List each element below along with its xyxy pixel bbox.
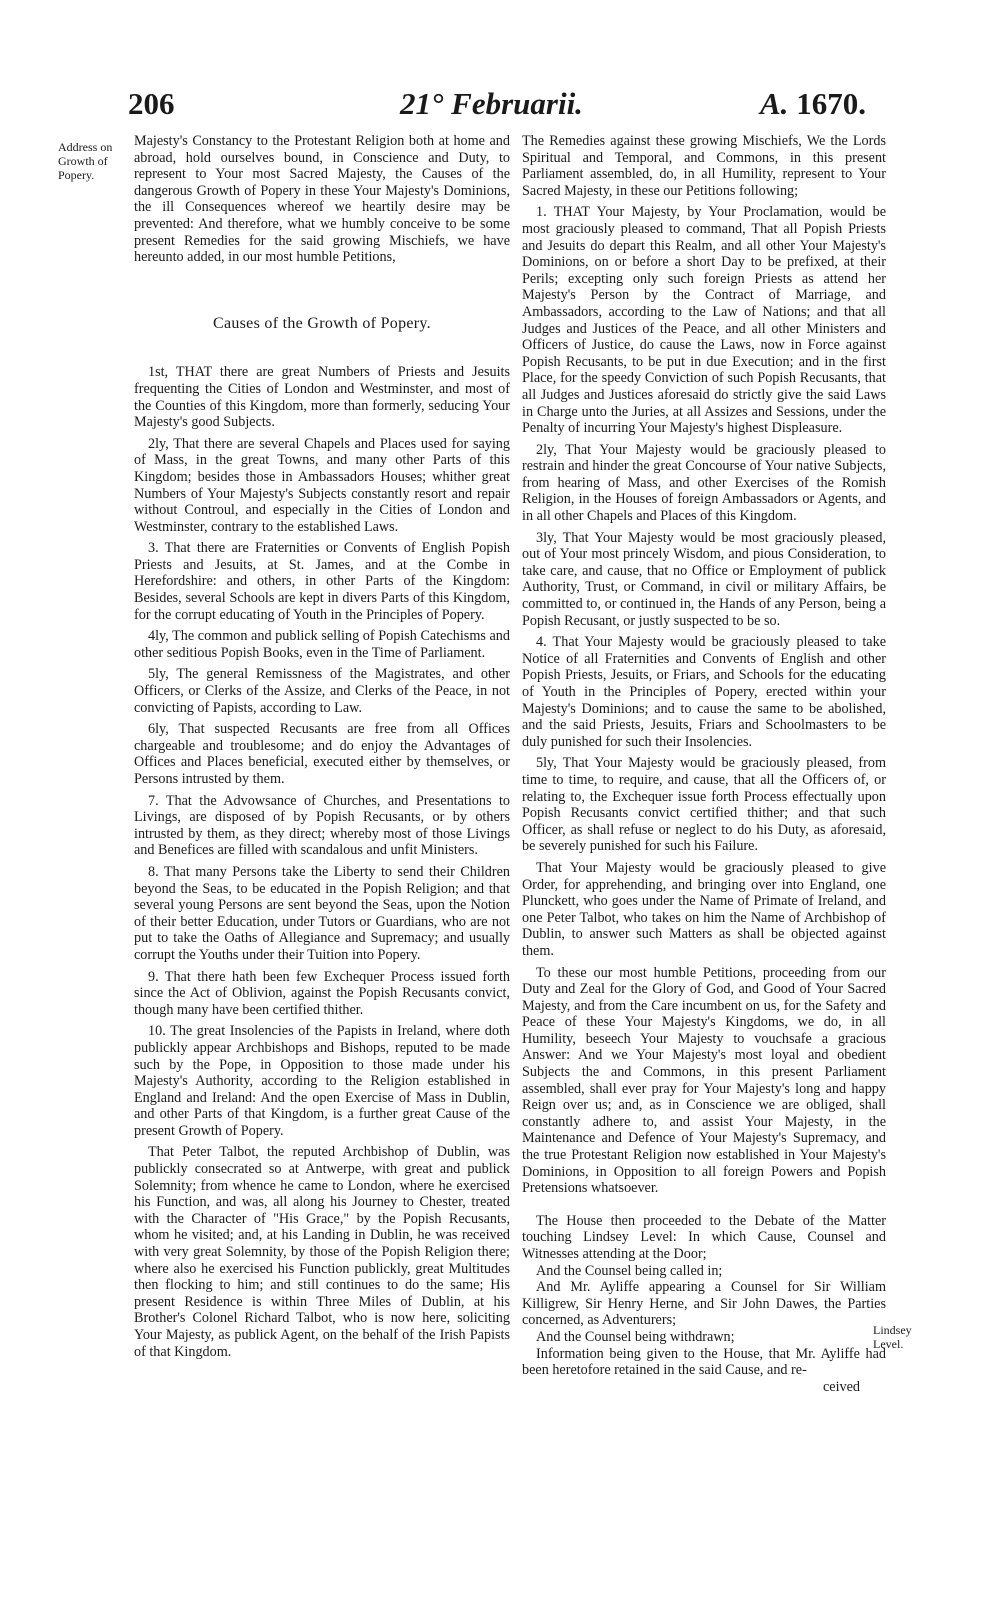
cause-paragraph: 5ly, The general Remissness of the Magistrates, and other Officers, or Clerks of the Assize, and Clerks of the Peace, in not convicting of Papists, according to Law. xyxy=(134,666,510,716)
margin-note-line: Growth of xyxy=(58,154,108,168)
cause-paragraph: 3. That there are Fraternities or Convents of English Popish Priests and Jesuits, at St. James, and at the Combe in Herefordshire: and others, in other Parts of the Kingdom: Besides, several Schools are kept in divers Parts of this Kingdom, for the corrupt educating of Youth in the Principles of Popery. xyxy=(134,540,510,623)
remedy-paragraph: That Your Majesty would be graciously pleased to give Order, for apprehending, and bringing over into England, one Plunckett, who goes under the Name of Primate of Ireland, and one Peter Talbot, who takes on him the Name of Archbishop of Dublin, to answer such Matters as shall be objected against them. xyxy=(522,859,886,959)
proceedings-paragraph: And Mr. Ayliffe appearing a Counsel for Sir William Killigrew, Sir Henry Herne, and Sir John Dawes, the Parties concerned, as Adventurers; xyxy=(522,1279,886,1329)
margin-note-line: Address on xyxy=(58,140,113,154)
margin-note-address xyxy=(58,140,128,182)
cause-paragraph: 9. That there hath been few Exchequer Process issued forth since the Act of Oblivion, against the Popish Recusants convict, though many have been certified thither. xyxy=(134,968,510,1018)
cause-paragraph: 7. That the Advowsance of Churches, and Presentations to Livings, are disposed of by Popish Recusants, or by others intrusted by them, as they direct; whereby most of those Livings and Benefices are filled with scandalous and unfit Ministers. xyxy=(134,792,510,859)
page-number: 206 xyxy=(128,86,175,121)
year-prefix: A. xyxy=(760,86,789,121)
remedy-paragraph: 3ly, That Your Majesty would be most graciously pleased, out of Your most princely Wisdom, and pious Consideration, to take care, and cause, that no Office or Employment of publick Authority, Trust, or Command, in civil or military Affairs, be committed to, or continued in, the Hands of any Person, being a Popish Recusant, or justly suspected to be so. xyxy=(522,529,886,629)
page-date-heading: 21° Februarii. xyxy=(400,86,583,121)
proceedings-paragraph: The House then proceeded to the Debate of the Matter touching Lindsey Level: In which Cause, Counsel and Witnesses attending at the Door; xyxy=(522,1212,886,1262)
proceedings-paragraph: And the Counsel being called in; xyxy=(536,1262,723,1279)
margin-note-line: Popery. xyxy=(58,168,95,182)
remedy-paragraph: 2ly, That Your Majesty would be graciously pleased to restrain and hinder the great Concourse of Your native Subjects, from hearing of Mass, and other Exercises of the Romish Religion, in the Houses of foreign Ambassadors or Agents, and in all other Chapels and Places of this Kingdom. xyxy=(522,441,886,525)
cause-paragraph: 6ly, That suspected Recusants are free from all Offices chargeable and troublesome; and do enjoy the Advantages of Offices and Places beneficial, executed either by themselves, or Persons intrusted by them. xyxy=(134,721,510,787)
proceedings-paragraph: And the Counsel being withdrawn; xyxy=(536,1328,735,1345)
section-heading: Causes of the Growth of Popery. xyxy=(212,314,431,332)
cause-paragraph: 8. That many Persons take the Liberty to send their Children beyond the Seas, to be educated in the Popish Religion; and that several young Persons are sent beyond the Seas, upon the Notion of their better Education, under Tutors or Guardians, who are not put to take the Oaths of Allegiance and Supremacy; and usually corrupt the Youths under their Tuition into Popery. xyxy=(134,863,510,963)
remedy-paragraph: 1. THAT Your Majesty, by Your Proclamation, would be most graciously pleased to command, That all Popish Priests and Jesuits do depart this Realm, and all other Your Majesty's Dominions, on or before a short Day to be prefixed, at their Perils; excepting only such foreign Priests as attend her Majesty's Person by the Contract of Marriage, and Ambassadors, according to the Law of Nations; and that all Judges and Justices of the Peace, and all other Ministers and Officers of Justice, do cause the Laws, now in Force against Popish Recusants, to be put in due Execution; and in the first Place, for the speedy Conviction of such Popish Recusants, that all Judges and Justices aforesaid do strictly give the said Laws in Charge unto the Juries, at all Assizes and Sessions, under the Penalty of incurring Your Majesty's highest Displeasure. xyxy=(522,204,886,437)
margin-note-line: Lindsey xyxy=(873,1323,912,1337)
margin-note-line: Level. xyxy=(873,1337,904,1351)
proceedings-paragraph: Information being given to the House, that Mr. Ayliffe had been heretofore retained in the said Cause, and re- xyxy=(522,1345,886,1379)
left-column xyxy=(134,133,510,1360)
cause-paragraph: 1st, THAT there are great Numbers of Priests and Jesuits frequenting the Cities of London and Westminster, and most of the Counties of this Kingdom, more than formerly, seducing Your Majesty's good Subjects. xyxy=(134,364,510,431)
year-value: 1670. xyxy=(796,86,866,121)
remedies-intro: The Remedies against these growing Mischiefs, We the Lords Spiritual and Temporal, and Commons, in this present Parliament assembled, do, in all Humility, represent to Your Sacred Majesty, in these our Petitions following; xyxy=(522,133,886,199)
page-year-heading xyxy=(760,86,866,122)
remedy-paragraph: To these our most humble Petitions, proceeding from our Duty and Zeal for the Glory of God, and Good of Your Sacred Majesty, and from the Care incumbent on us, for the Safety and Peace of these Your Majesty's Kingdoms, we do, in all Humility, beseech Your Majesty to vouchsafe a gracious Answer: And we Your Majesty's most loyal and obedient Subjects the and Commons, in this present Parliament assembled, shall ever pray for Your Majesty's long and happy Reign over us; and, as in Conscience we are obliged, shall constantly adhere to, and assist Your Majesty, in the Maintenance and Defence of Your Majesty's Supremacy, and the true Protestant Religion now established in Your Majesty's Dominions, in Opposition to all foreign Powers and Popish Pretensions whatsoever. xyxy=(522,964,886,1197)
cause-paragraph: That Peter Talbot, the reputed Archbishop of Dublin, was publickly consecrated so at Antwerpe, with great and publick Solemnity; from whence he came to London, where he exercised his Function, and was, all along his Journey to Chester, treated with the Character of "His Grace," by the Popish Recusants, whom he visited; and, at his Landing in Dublin, he was received with very great Solemnity, by those of the Popish Religion there; where also he exercised his Function publickly, great Multitudes then flocking to him; and still continues to do the same; His present Residence is within Three Miles of Dublin, at his Brother's Colonel Richard Talbot, who is now here, soliciting Your Majesty, as publick Agent, on the behalf of the Irish Papists of that Kingdom. xyxy=(134,1144,510,1360)
remedy-paragraph: 5ly, That Your Majesty would be graciously pleased, from time to time, to require, and cause, that all the Officers of, or relating to, the Exchequer issue forth Process effectually upon Popish Recusants convict certified thither; and that such Officer, as shall refuse or neglect to do his Duty, as aforesaid, be severely punished for such his Failure. xyxy=(522,755,886,855)
cause-paragraph: 10. The great Insolencies of the Papists in Ireland, where doth publickly appear Archbishops and Bishops, reputed to be made such by the Pope, in Opposition to those made under his Majesty's Authority, according to the Religion established in England and Ireland: And the open Exercise of Mass in Dublin, and other Parts of that Kingdom, is a further great Cause of the present Growth of Popery. xyxy=(134,1023,510,1139)
intro-paragraph: Majesty's Constancy to the Protestant Religion both at home and abroad, hold ourselves bound, in Conscience and Duty, to represent to Your most Sacred Majesty, the Causes of the dangerous Growth of Popery in these Your Majesty's Dominions, the ill Consequences whereof we heartily desire may be prevented: And therefore, what we humbly conceive to be some present Remedies for the said growing Mischiefs, we have hereunto added, in our most humble Petitions, xyxy=(134,133,510,266)
catchword: ceived xyxy=(822,1378,860,1395)
remedy-paragraph: 4. That Your Majesty would be graciously pleased to take Notice of all Fraternities and Convents of English and other Popish Priests, Jesuits, or Friars, and Schools for the educating of Youth in the Principles of Popery, erected within your Majesty's Dominions; and to cause the same to be abolished, and the said Priests, Jesuits, Friars and Schoolmasters to be duly punished for such their Insolencies. xyxy=(522,634,886,750)
cause-paragraph: 2ly, That there are several Chapels and Places used for saying of Mass, in the great Towns, and many other Parts of this Kingdom; besides those in Ambassadors Houses; whither great Numbers of Your Majesty's Subjects constantly resort and repair without Controul, and especially in the Cities of London and Westminster, contrary to the established Laws. xyxy=(134,435,510,535)
cause-paragraph: 4ly, The common and publick selling of Popish Catechisms and other seditious Popish Books, even in the Time of Parliament. xyxy=(134,628,510,661)
right-column xyxy=(522,133,886,1395)
